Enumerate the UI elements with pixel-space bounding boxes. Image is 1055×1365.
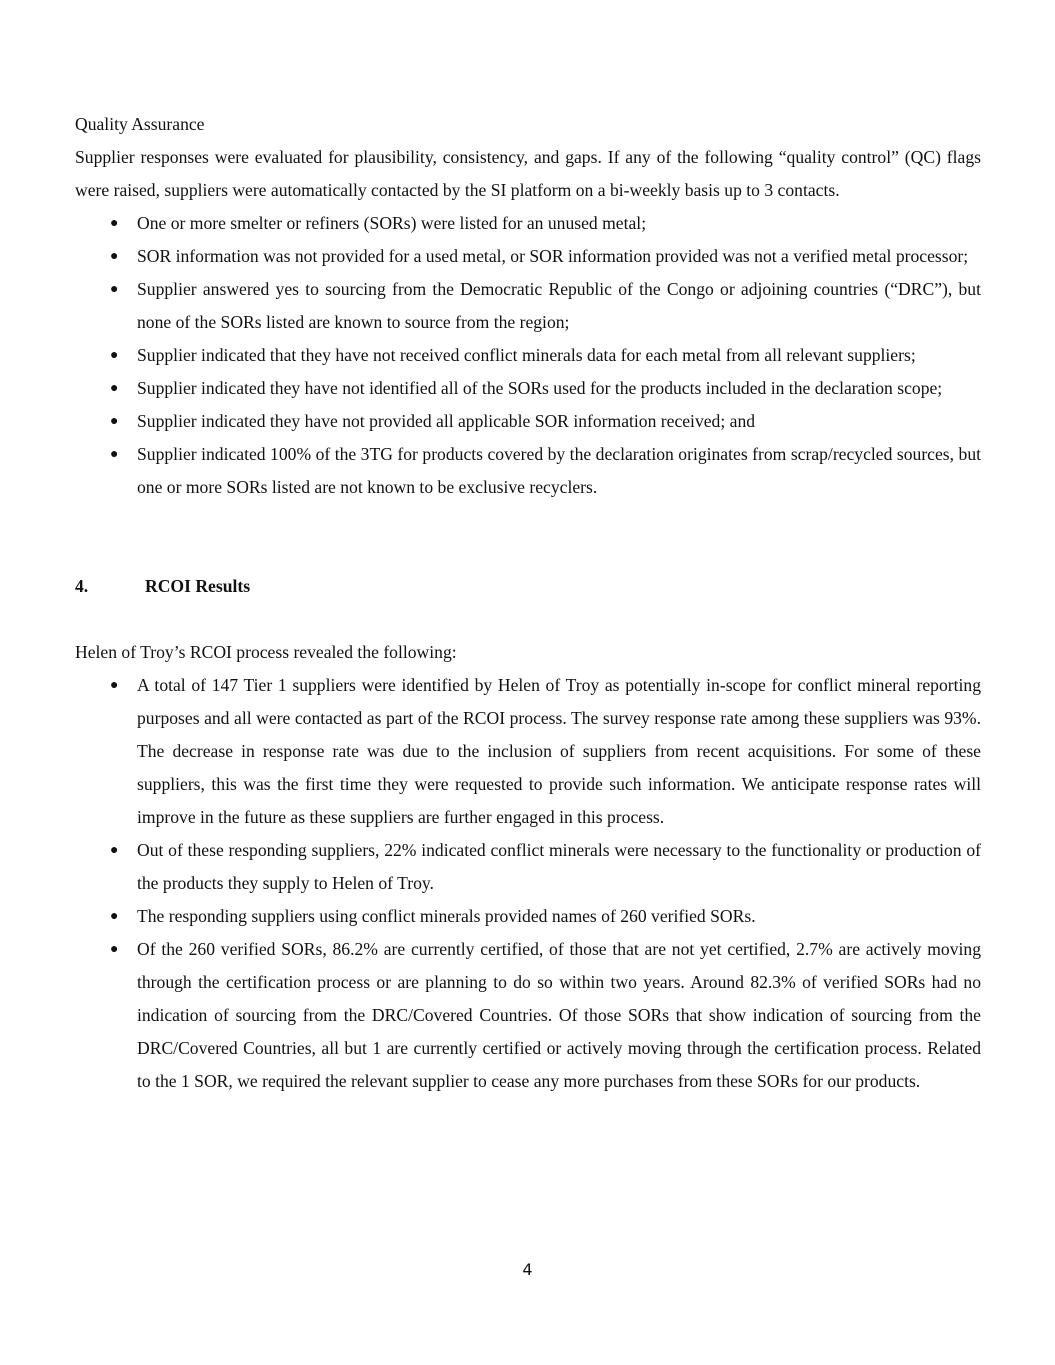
list-item: ● A total of 147 Tier 1 suppliers were identified by Helen of Troy as potentially in-scope for conflict mineral reporting purposes and all were contacted as part of the RCOI process. The survey response rate among these suppliers was 93%. The decrease in response rate was due to the inclusion of suppliers from recent acquisitions. For some of these suppliers, this was the first time they were requested to provide such information. We anticipate response rates will improve in the future as these suppliers are further engaged in this process. xyxy=(75,669,981,834)
bullet-icon: ● xyxy=(110,678,119,693)
list-item: ● Supplier answered yes to sourcing from the Democratic Republic of the Congo or adjoining countries (“DRC”), but none of the SORs listed are known to source from the region; xyxy=(75,273,981,339)
page-number: 4 xyxy=(522,1260,533,1279)
bullet-icon: ● xyxy=(110,381,119,396)
section-title: RCOI Results xyxy=(145,576,251,596)
list-item: ● Supplier indicated they have not identified all of the SORs used for the products included in the declaration scope; xyxy=(75,372,981,405)
list-item: ● Of the 260 verified SORs, 86.2% are currently certified, of those that are not yet certified, 2.7% are actively moving through the certification process or are planning to do so within two years. Around 82.3% of verified SORs had no indication of sourcing from the DRC/Covered Countries. Of those SORs that show indication of sourcing from the DRC/Covered Countries, all but 1 are currently certified or actively moving through the certification process. Related to the 1 SOR, we required the relevant supplier to cease any more purchases from these SORs for our products. xyxy=(75,933,981,1098)
bullet-icon: ● xyxy=(110,348,119,363)
bullet-icon: ● xyxy=(110,909,119,924)
list-item: ● SOR information was not provided for a used metal, or SOR information provided was not a verified metal processor; xyxy=(75,240,981,273)
bullet-icon: ● xyxy=(110,942,119,957)
bullet-icon: ● xyxy=(110,414,119,429)
list-item: ● One or more smelter or refiners (SORs) were listed for an unused metal; xyxy=(75,207,981,240)
bullet-icon: ● xyxy=(110,216,119,231)
bullet-icon: ● xyxy=(110,282,119,297)
list-item: ● The responding suppliers using conflict minerals provided names of 260 verified SORs. xyxy=(75,900,981,933)
rcoi-intro: Helen of Troy’s RCOI process revealed the following: xyxy=(75,642,457,662)
bullet-icon: ● xyxy=(110,249,119,264)
bullet-icon: ● xyxy=(110,843,119,858)
page-content xyxy=(75,108,981,1098)
list-item: ● Supplier indicated they have not provided all applicable SOR information received; and xyxy=(75,405,981,438)
bullet-icon: ● xyxy=(110,447,119,462)
list-item: ● Supplier indicated 100% of the 3TG for products covered by the declaration originates from scrap/recycled sources, but one or more SORs listed are not known to be exclusive recyclers. xyxy=(75,438,981,504)
section-heading-rcoi-results xyxy=(75,570,981,603)
quality-assurance-intro: Supplier responses were evaluated for plausibility, consistency, and gaps. If any of the following “quality control” (QC) flags were raised, suppliers were automatically contacted by the SI platform on a bi-weekly basis up to 3 contacts. xyxy=(75,147,981,200)
section-number: 4. xyxy=(75,576,89,596)
list-item: ● Supplier indicated that they have not received conflict minerals data for each metal from all relevant suppliers; xyxy=(75,339,981,372)
list-item: ● Out of these responding suppliers, 22% indicated conflict minerals were necessary to the functionality or production of the products they supply to Helen of Troy. xyxy=(75,834,981,900)
quality-assurance-heading: Quality Assurance xyxy=(75,114,205,134)
qc-flags-list xyxy=(75,207,981,504)
rcoi-results-list xyxy=(75,669,981,1098)
